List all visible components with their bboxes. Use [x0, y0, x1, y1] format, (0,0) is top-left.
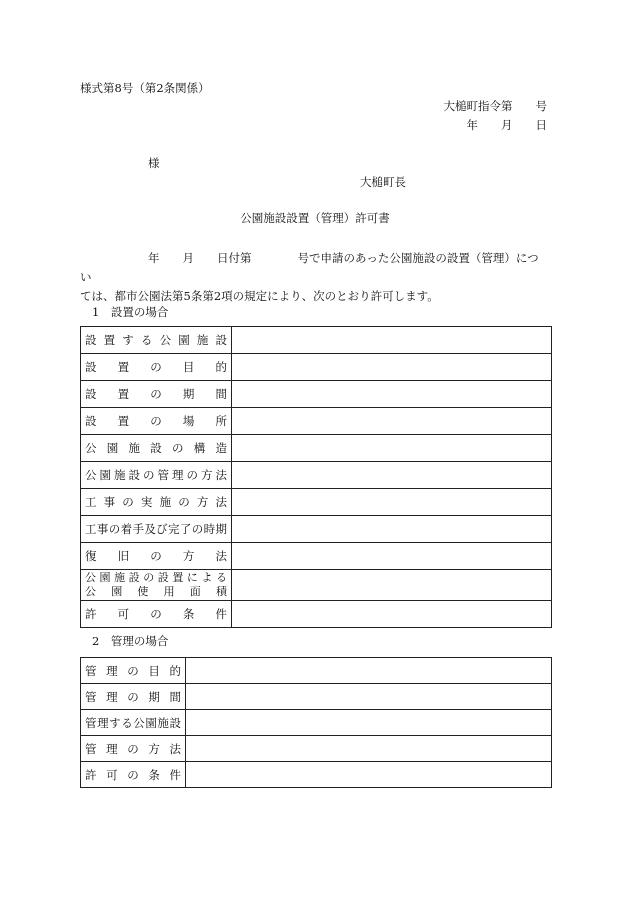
table-row: [81, 710, 552, 736]
row-label: 公園施設の管理の方法: [81, 462, 232, 489]
row-label: 工事の実施の方法: [81, 489, 232, 516]
row-value[interactable]: [232, 570, 552, 601]
table-row: [81, 462, 552, 489]
table-row: [81, 516, 552, 543]
row-value[interactable]: [186, 710, 552, 736]
row-label: 管理の期間: [81, 684, 186, 710]
table-row: [81, 408, 552, 435]
table-row: [81, 684, 552, 710]
row-label: [81, 570, 232, 601]
table-row: [81, 381, 552, 408]
issuer: 大槌町長: [360, 175, 406, 189]
row-value[interactable]: [232, 543, 552, 570]
row-label: 管理する公園施設: [81, 710, 186, 736]
table-row: [81, 601, 552, 628]
row-label: 工事の着手及び完了の時期: [81, 516, 232, 543]
reference-number: 大槌町指令第 号: [443, 99, 547, 113]
section-1-heading: 1 設置の場合: [92, 305, 169, 319]
table-row: [81, 435, 552, 462]
management-table: [80, 657, 552, 788]
row-value[interactable]: [232, 462, 552, 489]
installation-table: [80, 326, 552, 628]
row-label: 設置する公園施設: [81, 327, 232, 354]
document-title: 公園施設設置（管理）許可書: [240, 211, 390, 225]
table-row: [81, 762, 552, 788]
row-value[interactable]: [232, 327, 552, 354]
row-label: 管理の目的: [81, 658, 186, 684]
form-number: 様式第8号（第2条関係）: [80, 81, 210, 95]
row-value[interactable]: [186, 736, 552, 762]
row-label: 設置の目的: [81, 354, 232, 381]
body-line-2: ては、都市公園法第5条第2項の規定により、次のとおり許可します。: [80, 289, 439, 303]
row-label: 復旧の方法: [81, 543, 232, 570]
row-value[interactable]: [186, 762, 552, 788]
row-label: 許可の条件: [81, 762, 186, 788]
issue-date: 年 月 日: [466, 118, 547, 132]
row-value[interactable]: [232, 489, 552, 516]
row-value[interactable]: [186, 684, 552, 710]
row-value[interactable]: [232, 601, 552, 628]
body-paragraph: [80, 249, 548, 306]
table-row: [81, 736, 552, 762]
row-value[interactable]: [232, 435, 552, 462]
table-row: [81, 354, 552, 381]
table-row: [81, 489, 552, 516]
row-label-line-1: 公園施設の設置による: [85, 571, 227, 584]
row-label: 公園施設の構造: [81, 435, 232, 462]
addressee: 様: [148, 156, 160, 170]
row-value[interactable]: [232, 408, 552, 435]
row-value[interactable]: [232, 516, 552, 543]
table-row: [81, 543, 552, 570]
body-line-1: 年 月 日付第 号で申請のあった公園施設の設置（管理）につい: [80, 251, 539, 284]
row-label: 設置の場所: [81, 408, 232, 435]
table-row: [81, 570, 552, 601]
table-row: [81, 658, 552, 684]
section-2-heading: 2 管理の場合: [92, 634, 169, 648]
row-label: 設置の期間: [81, 381, 232, 408]
row-value[interactable]: [232, 354, 552, 381]
row-value[interactable]: [232, 381, 552, 408]
table-row: [81, 327, 552, 354]
row-value[interactable]: [186, 658, 552, 684]
row-label-line-2: 公園使用面積: [85, 585, 227, 598]
row-label: 許可の条件: [81, 601, 232, 628]
row-label: 管理の方法: [81, 736, 186, 762]
